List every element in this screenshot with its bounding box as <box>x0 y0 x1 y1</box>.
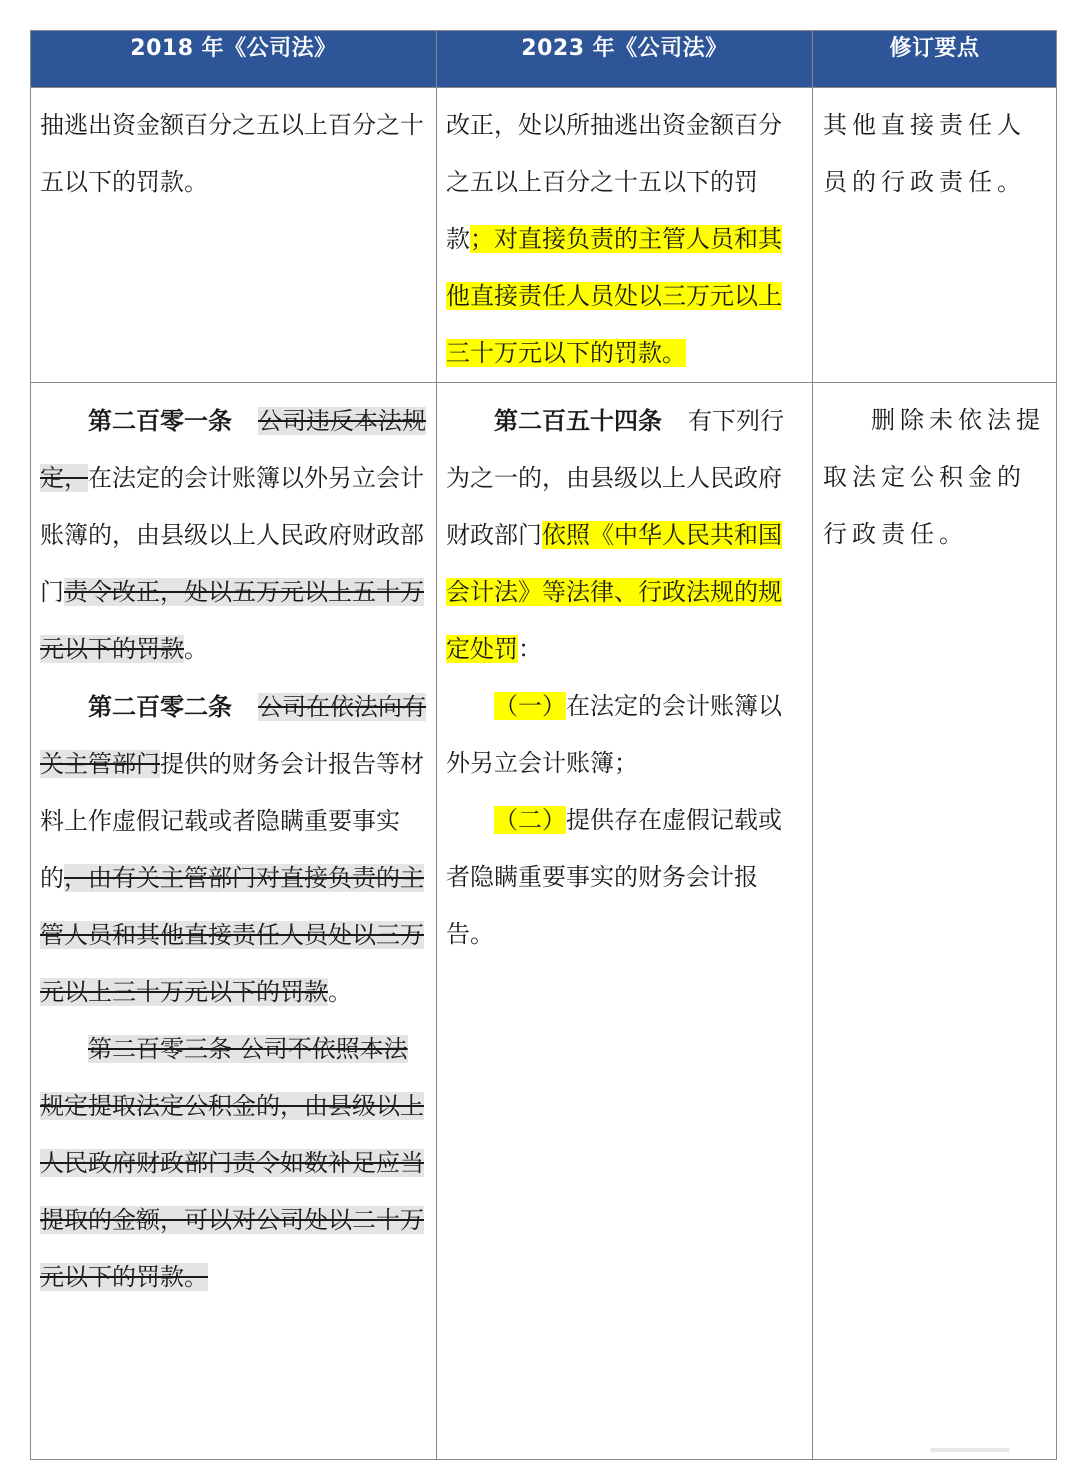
article-title: 第二百五十四条 <box>494 406 662 435</box>
article-title: 第二百零二条 <box>88 692 232 721</box>
deleted-text: 公司在依法向有关主管部门 <box>40 693 426 778</box>
text-2023: 改正，处以所抽逃出资金额百分之五以上百分之十五以下的罚款；对直接负责的主管人员和其他直接责任人员处以三万元以上三十万元以下的罚款。 <box>446 111 782 367</box>
cell-2018 <box>31 383 437 1460</box>
deleted-text: 公司违反本法规定， <box>40 407 426 492</box>
deleted-article: 第二百零三条 公司不依照本法规定提取法定公积金的，由县级以上人民政府财政部门责令如数补足应当提取的金额，可以对公司处以二十万元以下的罚款。 <box>40 1035 424 1291</box>
cell-revision <box>813 88 1057 383</box>
cell-revision <box>813 383 1057 1460</box>
table-row <box>31 88 1057 383</box>
highlighted-addition: ；对直接负责的主管人员和其他直接责任人员处以三万元以上三十万元以下的罚款。 <box>446 225 782 367</box>
table-row <box>31 383 1057 1460</box>
article-202: 第二百零二条 公司在依法向有关主管部门提供的财务会计报告等材料上作虚假记载或者隐瞒重要事实的，由有关主管部门对直接负责的主管人员和其他直接责任人员处以三万元以上三十万元以下的罚款。 <box>40 692 426 1006</box>
revision-note: 删除未依法提取法定公积金的行政责任。 <box>823 406 1045 548</box>
header-2023-law: 2023 年《公司法》 <box>437 31 813 88</box>
header-2018-law: 2018 年《公司法》 <box>31 31 437 88</box>
item-number: （二） <box>494 806 566 834</box>
article-201: 第二百零一条 公司违反本法规定，在法定的会计账簿以外另立会计账簿的，由县级以上人民政府财政部门责令改正，处以五万元以上五十万元以下的罚款。 <box>40 406 426 663</box>
header-row <box>31 31 1057 88</box>
article-203 <box>40 1021 427 1306</box>
comparison-table <box>30 30 1057 1460</box>
highlighted-addition: 依照《中华人民共和国会计法》等法律、行政法规的规定处罚 <box>446 521 782 663</box>
revision-note: 其他直接责任人员的行政责任。 <box>823 111 1026 196</box>
list-item: （一）在法定的会计账簿以外另立会计账簿； <box>446 692 782 777</box>
list-item: （二）提供存在虚假记载或者隐瞒重要事实的财务会计报告。 <box>446 806 782 948</box>
cell-2023 <box>437 88 813 383</box>
header-revision-points: 修订要点 <box>813 31 1057 88</box>
deleted-text: 责令改正，处以五万元以上五十万元以下的罚款 <box>40 578 424 663</box>
deleted-text: ，由有关主管部门对直接负责的主管人员和其他直接责任人员处以三万元以上三十万元以下的罚款 <box>40 864 424 1006</box>
article-254: 第二百五十四条 有下列行为之一的，由县级以上人民政府财政部门依照《中华人民共和国会计法》等法律、行政法规的规定处罚： <box>446 406 784 663</box>
cell-2018 <box>31 88 437 383</box>
item-number: （一） <box>494 692 566 720</box>
cell-2023 <box>437 383 813 1460</box>
article-title: 第二百零一条 <box>88 406 232 435</box>
text-2018: 抽逃出资金额百分之五以上百分之十五以下的罚款。 <box>40 111 424 196</box>
footer-mark <box>930 1448 1010 1452</box>
